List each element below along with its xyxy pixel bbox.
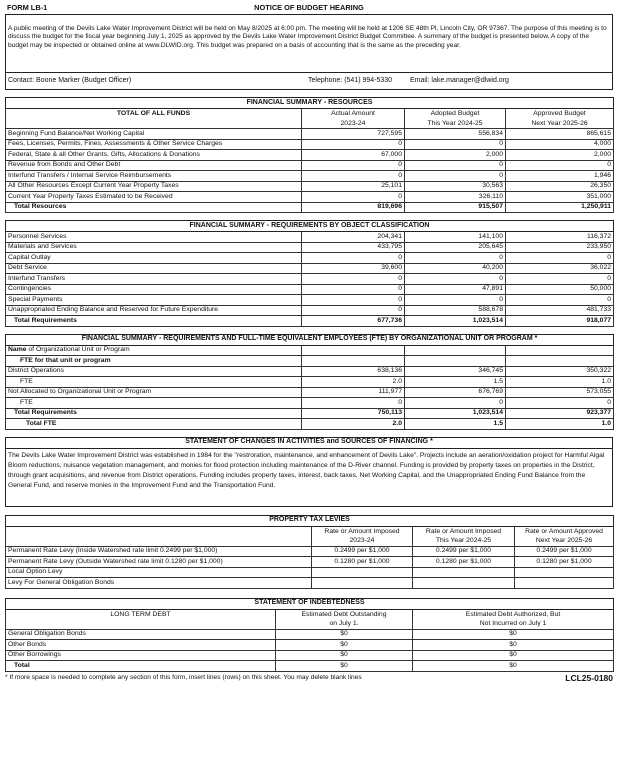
row-value: 638,136 [302, 366, 405, 377]
row-value: $0 [413, 640, 614, 651]
form-header [5, 4, 613, 14]
levies-col-2023: Rate or Amount Imposed 2023-24 [312, 526, 413, 546]
row-label: Debt Service [6, 263, 302, 274]
row-value: 556,834 [405, 129, 506, 140]
resources-col-actual: Actual Amount 2023-24 [302, 109, 405, 129]
row-label: Levy For General Obligation Bonds [6, 578, 312, 589]
debt-row [6, 650, 614, 661]
notice-title: NOTICE OF BUDGET HEARING [254, 3, 364, 12]
levies-table [5, 515, 614, 589]
row-value [413, 578, 515, 589]
row-value: 727,595 [302, 129, 405, 140]
row-value: 481,733 [506, 305, 614, 316]
changes-narrative: The Devils Lake Water Improvement District was established in 1984 for the "restroration, maintenance, and enhancement of Devils Lake". Projects include an aeration/oxidation project for Harmful Algal Bloom reductions, nuisance vegetation management, and monies for flood protection including maintenance of the D-River channel. Funding is provided by property taxes on properties in the District, through grant acquisitions, and revenue from District operations. Funding includes property taxes, interest, back taxes, Net Working Capital, and the Unappropriated Ending Fund Balance from the General Fund, and reserve monies in the Improvement Fund and the Transportation Fund. [5, 449, 613, 507]
contact-row [5, 73, 613, 90]
row-value: 141,100 [405, 232, 506, 243]
row-value: $0 [276, 650, 413, 661]
requirements-total-row: Total Requirements 677,736 1,023,514 918,077 [6, 316, 614, 327]
levies-col-2024: Rate or Amount Imposed This Year 2024-25 [413, 526, 515, 546]
row-value: 865,615 [506, 129, 614, 140]
footer-note: * If more space is needed to complete any section of this form, insert lines (rows) on this sheet. You may delete blank lines [5, 673, 362, 681]
row-value: 350,322 [506, 366, 614, 377]
programs-row [6, 366, 614, 377]
requirements-row [6, 253, 614, 264]
row-label: Current Year Property Taxes Estimated to be Received [6, 192, 302, 203]
resources-row [6, 129, 614, 140]
row-value: 0.2499 per $1,000 [515, 546, 614, 557]
row-label: Materials and Services [6, 242, 302, 253]
resources-col-label: TOTAL OF ALL FUNDS [6, 109, 302, 129]
programs-row [6, 377, 614, 388]
row-value: 0 [302, 398, 405, 409]
requirements-row [6, 242, 614, 253]
contact-email[interactable]: Email: lake.manager@dlwid.org [410, 77, 509, 84]
row-value: 50,000 [506, 284, 614, 295]
form-footer [5, 674, 613, 684]
row-value: 204,341 [302, 232, 405, 243]
row-label: Capital Outlay [6, 253, 302, 264]
row-value: 39,600 [302, 263, 405, 274]
row-value: 0 [302, 295, 405, 306]
row-value: 0 [506, 160, 614, 171]
row-label: Unappropriated Ending Balance and Reserved for Future Expenditure [6, 305, 302, 316]
row-value: 0 [405, 139, 506, 150]
row-value: 26,350 [506, 181, 614, 192]
levies-row [6, 567, 614, 578]
row-value: 0.1280 per $1,000 [312, 557, 413, 568]
row-value: 0 [405, 295, 506, 306]
row-value: 0 [506, 295, 614, 306]
row-label: Permanent Rate Levy (Inside Watershed rate limit 0.2499 per $1,000) [6, 546, 312, 557]
row-value: 0 [302, 253, 405, 264]
row-value: 0.1280 per $1,000 [413, 557, 515, 568]
row-value: 433,795 [302, 242, 405, 253]
row-label: FTE [6, 398, 302, 409]
row-value: 2,000 [506, 150, 614, 161]
row-label: Personnel Services [6, 232, 302, 243]
row-value: 4,000 [506, 139, 614, 150]
debt-table [5, 598, 614, 672]
resources-col-approved: Approved Budget Next Year 2025-26 [506, 109, 614, 129]
row-value: 0 [302, 192, 405, 203]
row-label: Special Payments [6, 295, 302, 306]
row-value: $0 [413, 650, 614, 661]
programs-fte-label: FTE for that unit or program [6, 356, 302, 367]
programs-table [5, 334, 614, 430]
row-value: 25,101 [302, 181, 405, 192]
debt-total-row: Total $0 $0 [6, 661, 614, 672]
row-label: Interfund Transfers [6, 274, 302, 285]
row-value: 111,977 [302, 387, 405, 398]
row-value [413, 567, 515, 578]
row-value: 0 [405, 274, 506, 285]
contact-phone: Telephone: (541) 994-5330 [308, 77, 393, 84]
row-value: 0 [405, 398, 506, 409]
debt-col-outstanding: Estimated Debt Outstanding on July 1. [276, 609, 413, 629]
row-value: 36,022 [506, 263, 614, 274]
row-label: General Obligation Bonds [6, 629, 276, 640]
row-label: Beginning Fund Balance/Net Working Capital [6, 129, 302, 140]
row-value: 0 [302, 284, 405, 295]
resources-col-adopted: Adopted Budget This Year 2024-25 [405, 109, 506, 129]
row-value: 205,645 [405, 242, 506, 253]
requirements-row [6, 284, 614, 295]
row-value: $0 [413, 629, 614, 640]
row-value: 0 [506, 398, 614, 409]
row-value: 326,110 [405, 192, 506, 203]
form-code: LCL25-0180 [565, 672, 613, 683]
row-value: 30,563 [405, 181, 506, 192]
debt-row [6, 629, 614, 640]
resources-row [6, 171, 614, 182]
programs-title: FINANCIAL SUMMARY - REQUIREMENTS AND FULL-TIME EQUIVALENT EMPLOYEES (FTE) BY ORGANIZATIONAL UNIT OR PROGRAM * [6, 334, 614, 345]
row-value: 0 [405, 253, 506, 264]
programs-row [6, 398, 614, 409]
row-value: 1.0 [506, 377, 614, 388]
resources-row [6, 160, 614, 171]
row-label: Other Bonds [6, 640, 276, 651]
debt-col-authorized: Estimated Debt Authorized, But Not Incurred on July 1 [413, 609, 614, 629]
row-label: Permanent Rate Levy (Outside Watershed rate limit 0.1280 per $1,000) [6, 557, 312, 568]
row-value [312, 578, 413, 589]
row-label: Federal, State & all Other Grants, Gifts, Allocations & Donations [6, 150, 302, 161]
row-label: Interfund Transfers / Internal Service Reimbursements [6, 171, 302, 182]
requirements-title: FINANCIAL SUMMARY - REQUIREMENTS BY OBJECT CLASSIFICATION [6, 221, 614, 232]
requirements-row [6, 295, 614, 306]
programs-name-label: Name of Organizational Unit or Program [6, 345, 302, 356]
row-value: 0 [302, 171, 405, 182]
row-value: 67,000 [302, 150, 405, 161]
form-label: FORM LB-1 [7, 3, 48, 12]
row-value: 0 [302, 305, 405, 316]
debt-title: STATEMENT OF INDEBTEDNESS [6, 598, 614, 609]
contact-person: Contact: Boone Marker (Budget Officer) [8, 77, 132, 84]
row-value: 0 [405, 171, 506, 182]
budget-notice-form [5, 4, 613, 684]
changes-table [5, 437, 613, 449]
resources-total-row: Total Resources 819,696 915,507 1,250,911 [6, 202, 614, 213]
levies-title: PROPERTY TAX LEVIES [6, 515, 614, 526]
row-label: Fees, Licenses, Permits, Fines, Assessments & Other Service Charges [6, 139, 302, 150]
row-value: 1,946 [506, 171, 614, 182]
programs-total-req-row: Total Requirements 750,113 1,023,514 923,377 [6, 408, 614, 419]
row-label: FTE [6, 377, 302, 388]
row-value: 676,769 [405, 387, 506, 398]
row-value: 588,678 [405, 305, 506, 316]
row-value [515, 578, 614, 589]
row-value: 0.2499 per $1,000 [413, 546, 515, 557]
row-label: Other Borrowings [6, 650, 276, 661]
row-value: 0 [302, 139, 405, 150]
row-label: Revenue from Bonds and Other Debt [6, 160, 302, 171]
row-value: 233,950 [506, 242, 614, 253]
requirements-row [6, 305, 614, 316]
row-value: $0 [276, 640, 413, 651]
resources-row [6, 181, 614, 192]
row-label: Local Option Levy [6, 567, 312, 578]
row-value: 0 [302, 160, 405, 171]
resources-row [6, 150, 614, 161]
levies-row [6, 578, 614, 589]
row-value: 0 [302, 274, 405, 285]
requirements-table [5, 220, 614, 327]
row-value: $0 [276, 629, 413, 640]
row-value: 1.5 [405, 377, 506, 388]
row-value: 0.1280 per $1,000 [515, 557, 614, 568]
row-value: 40,200 [405, 263, 506, 274]
row-value [312, 567, 413, 578]
levies-row [6, 546, 614, 557]
requirements-row [6, 263, 614, 274]
debt-row [6, 640, 614, 651]
row-value: 0 [506, 274, 614, 285]
levies-row [6, 557, 614, 568]
row-value: 0.2499 per $1,000 [312, 546, 413, 557]
row-value: 0 [506, 253, 614, 264]
programs-total-fte-row: Total FTE 2.0 1.5 1.0 [6, 419, 614, 430]
row-label: Contingencies [6, 284, 302, 295]
row-value: 47,891 [405, 284, 506, 295]
programs-row [6, 387, 614, 398]
debt-col-label: LONG TERM DEBT [6, 609, 276, 629]
row-value: 351,000 [506, 192, 614, 203]
row-value: 346,745 [405, 366, 506, 377]
row-value [515, 567, 614, 578]
resources-table [5, 97, 614, 213]
row-label: All Other Resources Except Current Year Property Taxes [6, 181, 302, 192]
requirements-row [6, 274, 614, 285]
row-value: 116,372 [506, 232, 614, 243]
row-label: Not Allocated to Organizational Unit or Program [6, 387, 302, 398]
row-value: 2.0 [302, 377, 405, 388]
row-value: 573,055 [506, 387, 614, 398]
intro-paragraph: A public meeting of the Devils Lake Water Improvement District will be held on May 8/2025 at 6:00 pm. The meeting will be held at 1206 SE 48th Pl, Lincoln City, OR 97367. The purpose of this meeting is to discuss the budget for the fiscal year beginning July 1, 2025 as approved by the Devils Lake Water Improvement District Budget Committee. A summary of the budget is presented below. A copy of the budget may be inspected or obtained online at www.DLWID.org. This budget was prepared on a basis of accounting that is the same as the preceding year. [5, 14, 613, 73]
levies-col-2025: Rate or Amount Approved Next Year 2025-26 [515, 526, 614, 546]
row-value: 0 [405, 160, 506, 171]
row-label: District Operations [6, 366, 302, 377]
changes-title: STATEMENT OF CHANGES IN ACTIVITIES and SOURCES OF FINANCING * [6, 437, 613, 448]
resources-title: FINANCIAL SUMMARY - RESOURCES [6, 98, 614, 109]
requirements-row [6, 232, 614, 243]
row-value: 2,000 [405, 150, 506, 161]
resources-row [6, 192, 614, 203]
resources-row [6, 139, 614, 150]
